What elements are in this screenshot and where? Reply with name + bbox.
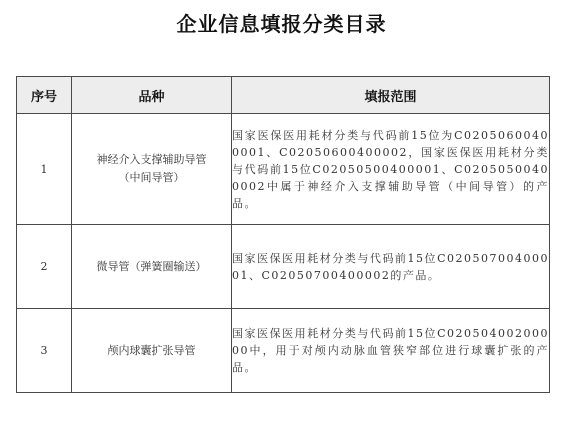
page-title: 企业信息填报分类目录 bbox=[176, 12, 387, 36]
product-name: 颅内球囊扩张导管 bbox=[107, 343, 196, 357]
scope-text: 国家医保医用耗材分类与代码前15位为C02050600400001、C02050600400002，国家医保医用耗材分类与代码前15位C02050500400001、C02050500400002中属于神经介入支撑辅助导管（中间导管）的产品。 bbox=[232, 114, 550, 225]
product-name: 神经介入支撑辅助导管 bbox=[96, 153, 207, 166]
product-name-cell bbox=[72, 114, 232, 225]
table-header-row bbox=[17, 77, 550, 114]
table-row bbox=[17, 225, 550, 309]
scope-text: 国家医保医用耗材分类与代码前15位C02050400200000中，用于对颅内动脉血管狭窄部位进行球囊扩张的产品。 bbox=[232, 309, 550, 393]
product-name-cell bbox=[72, 309, 232, 393]
product-name-cell bbox=[72, 225, 232, 309]
row-number: 1 bbox=[17, 114, 72, 225]
header-name: 品种 bbox=[72, 77, 232, 114]
catalog-table bbox=[16, 76, 550, 393]
product-name: 微导管（弹簧圈输送） bbox=[96, 259, 207, 273]
row-number: 2 bbox=[17, 225, 72, 309]
scope-text: 国家医保医用耗材分类与代码前15位C02050700400001、C02050700400002的产品。 bbox=[232, 225, 550, 309]
table-row bbox=[17, 114, 550, 225]
row-number: 3 bbox=[17, 309, 72, 393]
table-row bbox=[17, 309, 550, 393]
product-name-note: （中间导管） bbox=[118, 171, 185, 184]
header-scope: 填报范围 bbox=[232, 77, 550, 114]
header-no: 序号 bbox=[17, 77, 72, 114]
